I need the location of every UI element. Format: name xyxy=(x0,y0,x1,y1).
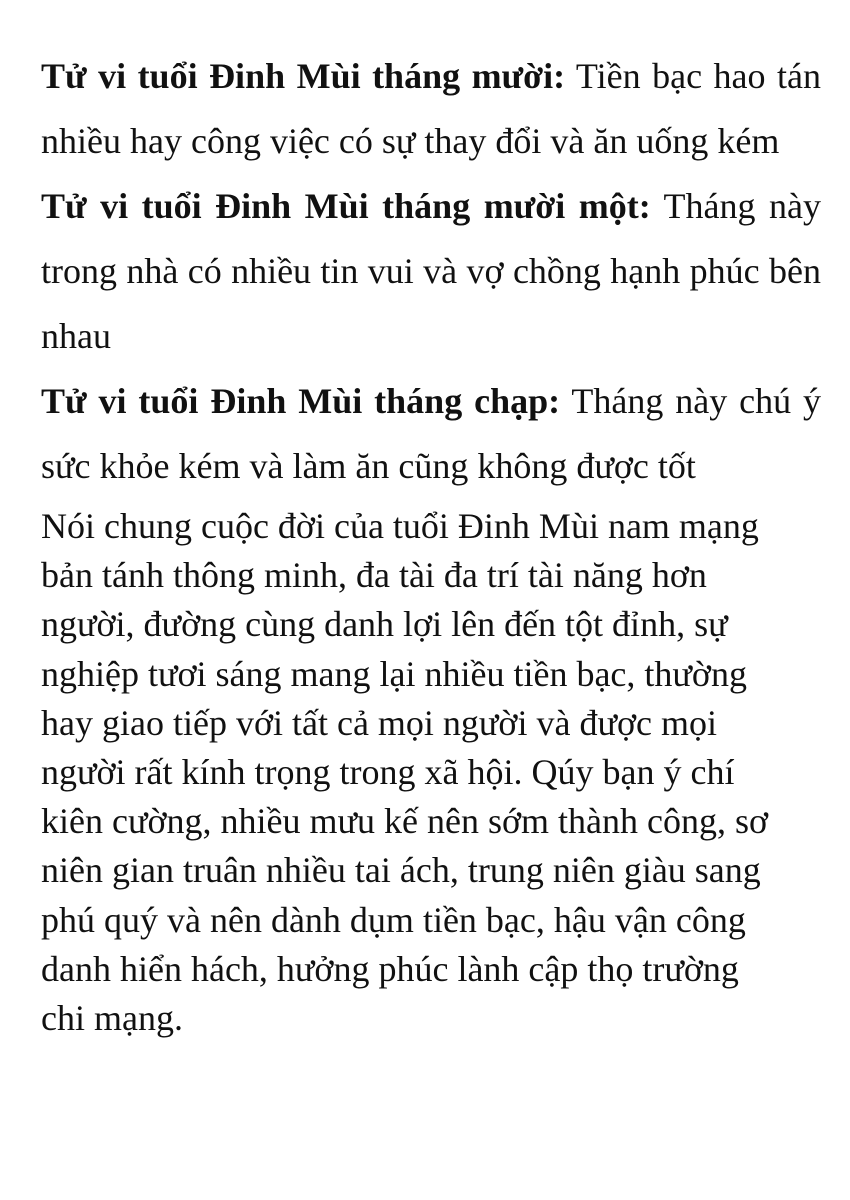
month-entry-thang-chap xyxy=(41,369,821,499)
document-page xyxy=(41,44,821,1043)
month-entry-heading: Tử vi tuổi Đinh Mùi tháng mười một: xyxy=(41,186,651,226)
summary-line: bản tánh thông minh, đa tài đa trí tài năng hơn xyxy=(41,555,707,596)
month-entry-heading: Tử vi tuổi Đinh Mùi tháng chạp: xyxy=(41,381,561,421)
summary-line: người rất kính trọng trong xã hội. Qúy bạn ý chí xyxy=(41,752,735,793)
month-entry-thang-muoi xyxy=(41,44,821,174)
summary-line: danh hiển hách, hưởng phúc lành cập thọ trường xyxy=(41,948,739,989)
summary-line: hay giao tiếp với tất cả mọi người và được mọi xyxy=(41,702,717,743)
summary-line: nghiệp tươi sáng mang lại nhiều tiền bạc, thường xyxy=(41,653,747,694)
month-entry-thang-muoi-mot xyxy=(41,174,821,369)
summary-line: phú quý và nên dành dụm tiền bạc, hậu vận công xyxy=(41,899,746,940)
summary-line: kiên cường, nhiều mưu kế nên sớm thành công, sơ xyxy=(41,801,769,842)
month-entry-heading: Tử vi tuổi Đinh Mùi tháng mười: xyxy=(41,56,566,96)
summary-paragraph xyxy=(41,502,811,1043)
summary-line: người, đường cùng danh lợi lên đến tột đỉnh, sự xyxy=(41,604,728,645)
month-entry-text: Tháng này chú ý sức khỏe kém và làm ăn cũng không được tốt xyxy=(41,381,821,486)
summary-line: Nói chung cuộc đời của tuổi Đinh Mùi nam mạng xyxy=(41,506,759,546)
month-entry-text: Tiền bạc hao tán nhiều hay công việc có sự thay đổi và ăn uống kém xyxy=(41,56,821,161)
month-entry-text: Tháng này trong nhà có nhiều tin vui và vợ chồng hạnh phúc bên nhau xyxy=(41,186,821,356)
summary-line: chi mạng. xyxy=(41,998,183,1039)
summary-line: niên gian truân nhiều tai ách, trung niên giàu sang xyxy=(41,850,761,891)
